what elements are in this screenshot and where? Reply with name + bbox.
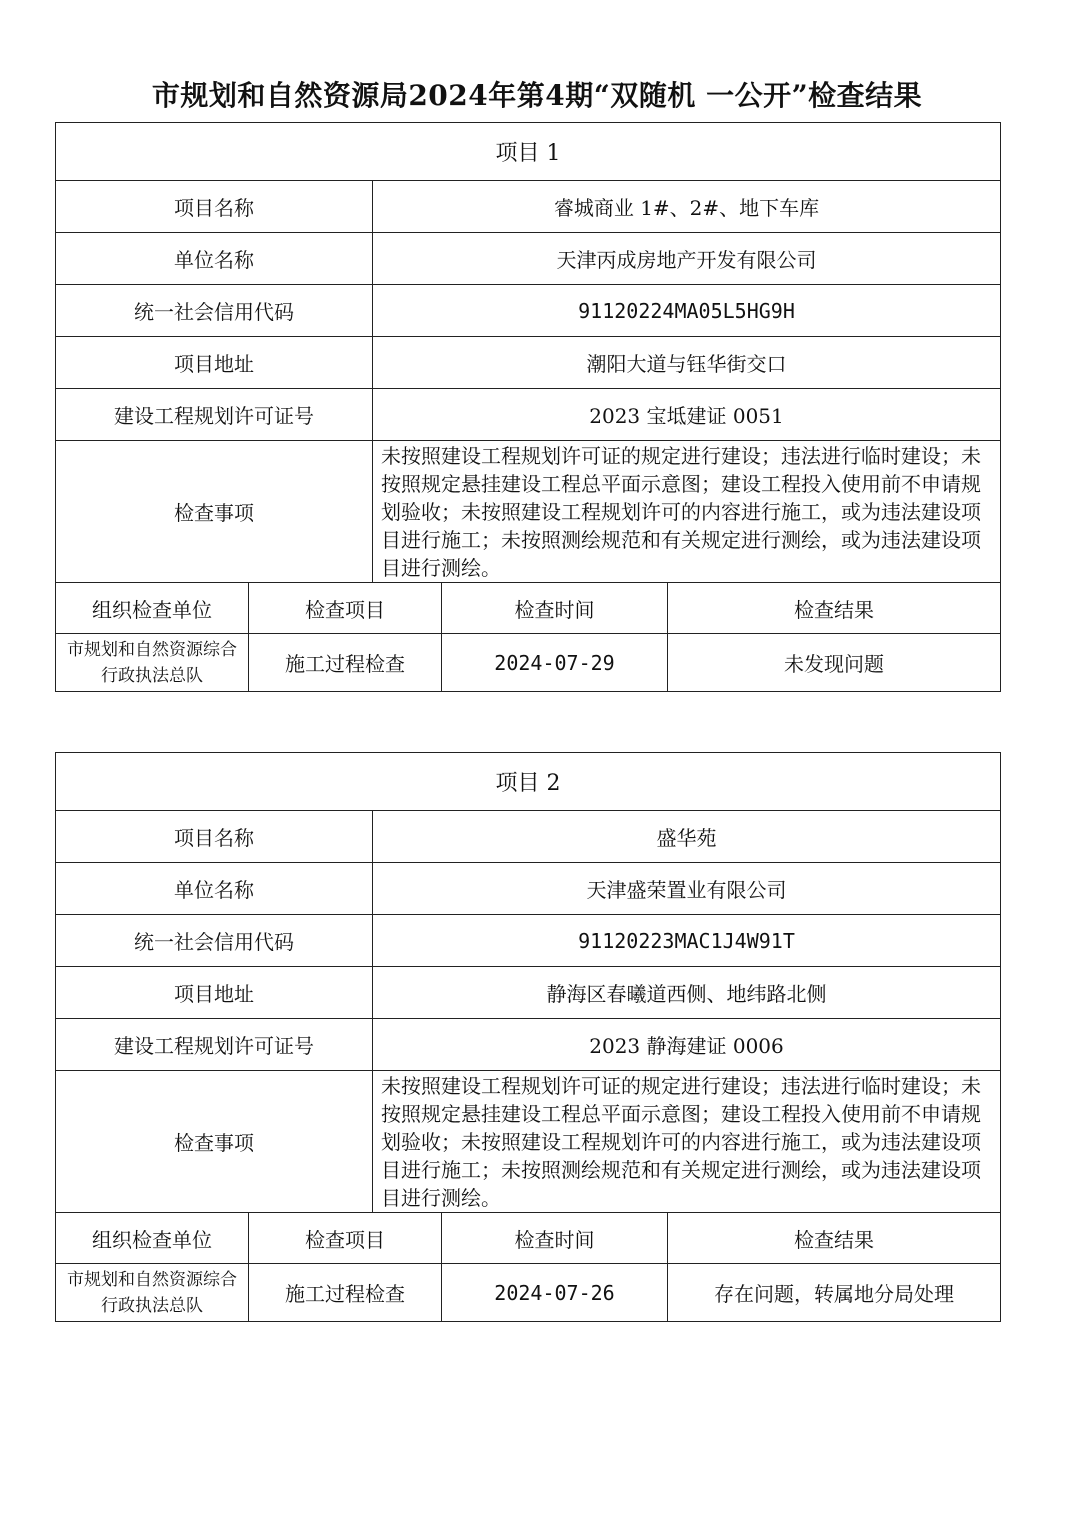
header-time: 检查时间 bbox=[442, 583, 668, 634]
value-check-item: 施工过程检查 bbox=[249, 634, 442, 692]
label-permit: 建设工程规划许可证号 bbox=[56, 389, 373, 441]
value-result: 未发现问题 bbox=[668, 634, 1001, 692]
value-address: 静海区春曦道西侧、地纬路北侧 bbox=[373, 967, 1001, 1019]
header-time: 检查时间 bbox=[442, 1213, 668, 1264]
project-1-table bbox=[55, 122, 1001, 692]
value-permit: 2023 静海建证 0006 bbox=[373, 1019, 1001, 1071]
value-result: 存在问题，转属地分局处理 bbox=[668, 1264, 1001, 1322]
value-unit-name: 天津丙成房地产开发有限公司 bbox=[373, 233, 1001, 285]
value-org: 市规划和自然资源综合行政执法总队 bbox=[56, 1264, 249, 1322]
label-credit-code: 统一社会信用代码 bbox=[56, 285, 373, 337]
project-header: 项目 2 bbox=[56, 753, 1001, 811]
value-unit-name: 天津盛荣置业有限公司 bbox=[373, 863, 1001, 915]
page-title: 市规划和自然资源局2024年第4期“双随机 一公开”检查结果 bbox=[151, 79, 923, 112]
label-inspection-items: 检查事项 bbox=[56, 441, 373, 583]
header-check-item: 检查项目 bbox=[249, 1213, 442, 1264]
label-address: 项目地址 bbox=[56, 967, 373, 1019]
label-project-name: 项目名称 bbox=[56, 181, 373, 233]
header-org: 组织检查单位 bbox=[56, 583, 249, 634]
value-org: 市规划和自然资源综合行政执法总队 bbox=[56, 634, 249, 692]
value-address: 潮阳大道与钰华街交口 bbox=[373, 337, 1001, 389]
header-org: 组织检查单位 bbox=[56, 1213, 249, 1264]
label-inspection-items: 检查事项 bbox=[56, 1071, 373, 1213]
header-check-item: 检查项目 bbox=[249, 583, 442, 634]
header-result: 检查结果 bbox=[668, 1213, 1001, 1264]
project-header: 项目 1 bbox=[56, 123, 1001, 181]
value-project-name: 盛华苑 bbox=[373, 811, 1001, 863]
label-unit-name: 单位名称 bbox=[56, 233, 373, 285]
value-time: 2024-07-26 bbox=[442, 1264, 668, 1322]
label-permit: 建设工程规划许可证号 bbox=[56, 1019, 373, 1071]
value-inspection-items: 未按照建设工程规划许可证的规定进行建设；违法进行临时建设；未按照规定悬挂建设工程总平面示意图；建设工程投入使用前不申请规划验收；未按照建设工程规划许可的内容进行施工，或为违法建设项目进行施工；未按照测绘规范和有关规定进行测绘，或为违法建设项目进行测绘。 bbox=[373, 441, 1001, 583]
label-unit-name: 单位名称 bbox=[56, 863, 373, 915]
label-credit-code: 统一社会信用代码 bbox=[56, 915, 373, 967]
header-result: 检查结果 bbox=[668, 583, 1001, 634]
value-inspection-items: 未按照建设工程规划许可证的规定进行建设；违法进行临时建设；未按照规定悬挂建设工程总平面示意图；建设工程投入使用前不申请规划验收；未按照建设工程规划许可的内容进行施工，或为违法建设项目进行施工；未按照测绘规范和有关规定进行测绘，或为违法建设项目进行测绘。 bbox=[373, 1071, 1001, 1213]
value-check-item: 施工过程检查 bbox=[249, 1264, 442, 1322]
label-address: 项目地址 bbox=[56, 337, 373, 389]
value-time: 2024-07-29 bbox=[442, 634, 668, 692]
value-project-name: 睿城商业 1#、2#、地下车库 bbox=[373, 181, 1001, 233]
value-credit-code: 91120223MAC1J4W91T bbox=[373, 915, 1001, 967]
value-permit: 2023 宝坻建证 0051 bbox=[373, 389, 1001, 441]
value-credit-code: 91120224MA05L5HG9H bbox=[373, 285, 1001, 337]
project-2-table bbox=[55, 752, 1001, 1322]
label-project-name: 项目名称 bbox=[56, 811, 373, 863]
